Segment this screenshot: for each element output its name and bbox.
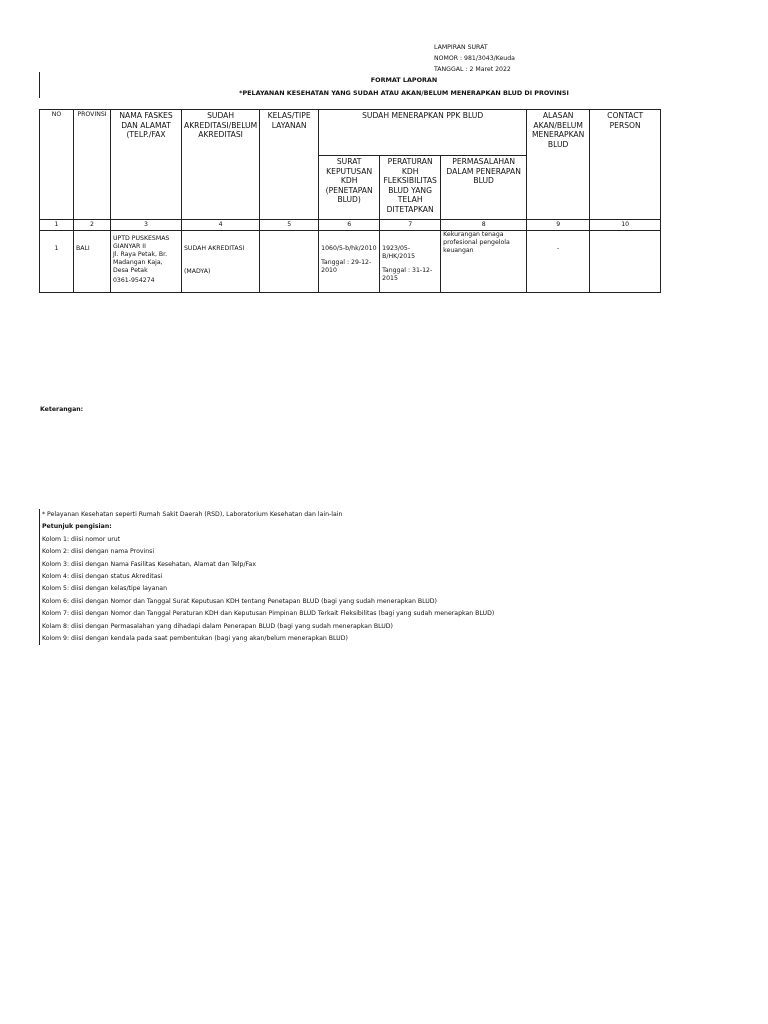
header-kelas: KELAS/TIPE LAYANAN	[260, 110, 319, 220]
faskes-phone: 0361-954274	[113, 277, 155, 284]
header-akreditasi: SUDAH AKREDITASI/BELUM AKREDITASI	[182, 110, 260, 220]
col-number: 2	[74, 220, 111, 231]
header-no: NO	[40, 110, 74, 220]
header-alasan: ALASAN AKAN/BELUM MENERAPKAN BLUD	[527, 110, 590, 220]
row-peraturan	[380, 231, 441, 293]
col-number: 3	[111, 220, 182, 231]
col-number: 8	[441, 220, 527, 231]
faskes-address: Jl. Raya Petak, Br. Madangan Kaja, Desa Petak	[113, 251, 168, 274]
kolom-instruction: Kolom 6: diisi dengan Nomor dan Tanggal Surat Keputusan KDH tentang Penetapan BLUD (bagi yang sudah menerapkan BLUD)	[39, 596, 494, 608]
col-number: 9	[527, 220, 590, 231]
header-provinsi: PROVINSI	[74, 110, 111, 220]
row-provinsi: BALI	[74, 231, 111, 293]
row-surat-keputusan	[319, 231, 380, 293]
row-akreditasi	[182, 231, 260, 293]
row-permasalahan: Kekurangan tenaga profesional pengelola keuangan	[441, 231, 527, 293]
petunjuk-heading: Petunjuk pengisian:	[39, 521, 494, 533]
perkdh-date: Tanggal : 31-12-2015	[382, 267, 433, 282]
table-row	[40, 231, 661, 293]
perkdh-number: 1923/05-B/HK/2015	[382, 245, 416, 260]
kolom-instruction: Kolom 3: diisi dengan Nama Fasilitas Kesehatan, Alamat dan Telp/Fax	[39, 559, 494, 571]
header-permasalahan: PERMASALAHAN DALAM PENERAPAN BLUD	[441, 156, 527, 220]
row-kelas	[260, 231, 319, 293]
keterangan-label: Keterangan:	[40, 406, 84, 413]
sk-date: Tanggal : 29-12-2010	[321, 259, 372, 274]
kolom-instruction: Kolam 8: diisi dengan Permasalahan yang dihadapi dalam Penerapan BLUD (bagi yang sudah menerapkan BLUD)	[39, 621, 494, 633]
column-number-row	[40, 220, 661, 231]
header-nama-faskes: NAMA FASKES DAN ALAMAT (TELP./FAX	[111, 110, 182, 220]
akreditasi-level: (MADYA)	[184, 268, 211, 275]
kolom-instruction: Kolom 5: diisi dengan kelas/tipe layanan	[39, 583, 494, 595]
row-alasan: -	[527, 231, 590, 293]
notes-section	[39, 509, 494, 645]
row-faskes	[111, 231, 182, 293]
header-surat-keputusan: SURAT KEPUTUSAN KDH (PENETAPAN BLUD)	[319, 156, 380, 220]
col-number: 1	[40, 220, 74, 231]
col-number: 6	[319, 220, 380, 231]
akreditasi-status: SUDAH AKREDITASI	[184, 245, 245, 252]
kolom-instruction: Kolom 9: diisi dengan kendala pada saat pembentukan (bagi yang akan/belum menerapkan BLUD)	[39, 633, 494, 645]
attachment-label: LAMPIRAN SURAT	[434, 44, 488, 51]
header-peraturan: PERATURAN KDH FLEKSIBILITAS BLUD YANG TELAH DITETAPKAN	[380, 156, 441, 220]
col-number: 10	[590, 220, 661, 231]
header-ppk-blud: SUDAH MENERAPKAN PPK BLUD	[319, 110, 527, 156]
col-number: 7	[380, 220, 441, 231]
footnote: * Pelayanan Kesehatan seperti Rumah Sakit Daerah (RSD), Laboratorium Kesehatan dan lain-lain	[39, 509, 494, 521]
attachment-date: TANGGAL : 2 Maret 2022	[434, 66, 511, 73]
row-no: 1	[40, 231, 74, 293]
report-table	[39, 109, 661, 293]
kolom-instruction: Kolom 7: diisi dengan Nomor dan Tanggal Peraturan KDH dan Keputusan Pimpinan BLUD Terkait Fleksibilitas (bagi yang sudah menerapkan BLUD)	[39, 608, 494, 620]
report-subtitle: *PELAYANAN KESEHATAN YANG SUDAH ATAU AKAN/BELUM MENERAPKAN BLUD DI PROVINSI	[239, 89, 569, 97]
row-contact	[590, 231, 661, 293]
attachment-header	[434, 42, 515, 75]
report-title: FORMAT LAPORAN	[370, 76, 438, 84]
header-contact: CONTACT PERSON	[590, 110, 661, 220]
kolom-instruction: Kolom 2: diisi dengan nama Provinsi	[39, 546, 494, 558]
kolom-instruction: Kolom 4: diisi dengan status Akreditasi	[39, 571, 494, 583]
col-number: 5	[260, 220, 319, 231]
kolom-instruction: Kolom 1: diisi nomor urut	[39, 534, 494, 546]
faskes-name: UPTD PUSKESMAS GIANYAR II	[113, 235, 170, 250]
attachment-number: NOMOR : 981/3043/Keuda	[434, 55, 515, 62]
col-number: 4	[182, 220, 260, 231]
sk-number: 1060/5-b/hk/2010	[321, 245, 377, 252]
